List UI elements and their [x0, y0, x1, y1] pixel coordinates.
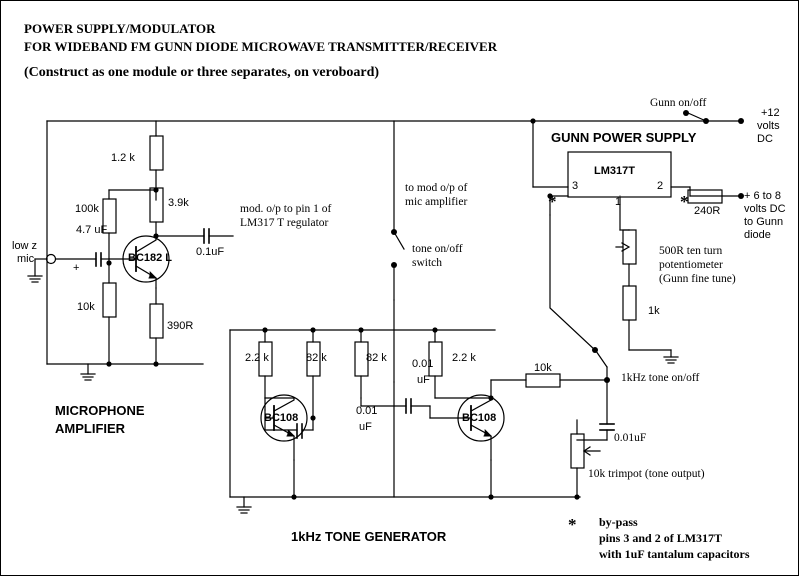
section-tone-generator: 1kHz TONE GENERATOR	[291, 529, 447, 544]
gunn-output-line3: to Gunn	[744, 216, 784, 228]
capacitor-label-0u01-mid-line2: uF	[359, 421, 372, 433]
gunn-on-off-label: Gunn on/off	[650, 97, 707, 109]
resistor-label-10k-tone: 10k	[534, 362, 552, 374]
supply-label-line3: DC	[757, 133, 773, 145]
resistor-label-10k-mic: 10k	[77, 301, 95, 313]
regulator-pin-3: 3	[572, 180, 579, 192]
resistor-label-2k2-left: 2.2 k	[245, 352, 269, 364]
resistor-label-1k-gunn: 1k	[648, 305, 660, 317]
resistor-label-390r: 390R	[167, 320, 194, 332]
pot-label-line2: potentiometer	[659, 259, 723, 271]
resistor-label-100k: 100k	[75, 203, 99, 215]
gunn-output-line1: + 6 to 8	[744, 190, 782, 202]
footnote-line2: pins 3 and 2 of LM317T	[599, 531, 723, 545]
resistor-label-240r: 240R	[694, 205, 721, 217]
resistor-label-1k2: 1.2 k	[111, 152, 135, 164]
supply-label-line1: +12	[761, 107, 780, 119]
bypass-star-left: *	[548, 192, 557, 211]
resistor-label-2k2-right: 2.2 k	[452, 352, 476, 364]
supply-label-line2: volts	[757, 120, 780, 132]
footnote-line1: by-pass	[599, 515, 638, 529]
mod-path-note-line2: mic amplifier	[405, 196, 468, 208]
transistor-label-q2: BC108	[462, 412, 497, 424]
transistor-label-bc182l: BC182 L	[128, 252, 173, 264]
title-line-3: (Construct as one module or three separates, on veroboard)	[24, 65, 380, 80]
gunn-output-line2: volts DC	[744, 203, 786, 215]
mod-output-note-line2: LM317 T regulator	[240, 217, 329, 229]
transistor-label-q1: BC108	[264, 412, 299, 424]
pot-label-line1: 500R ten turn	[659, 245, 723, 257]
resistor-label-82k-right: 82 k	[366, 352, 387, 364]
title-line-2: FOR WIDEBAND FM GUNN DIODE MICROWAVE TRANSMITTER/RECEIVER	[24, 39, 498, 54]
section-mic-amp-line1: MICROPHONE	[55, 403, 145, 418]
footnote-star: *	[568, 515, 577, 534]
pot-label-line3: (Gunn fine tune)	[659, 273, 736, 285]
footnote-line3: with 1uF tantalum capacitors	[599, 547, 750, 561]
capacitor-label-0u01-output: 0.01uF	[614, 432, 647, 444]
bypass-star-right: *	[680, 192, 689, 211]
regulator-pin-1: 1	[615, 196, 622, 208]
tone-switch-note-line2: switch	[412, 257, 443, 269]
gunn-output-line4: diode	[744, 229, 771, 241]
regulator-label-lm317t: LM317T	[594, 165, 635, 177]
capacitor-polarity-plus: +	[73, 262, 80, 274]
tone-switch-note-line1: tone on/off	[412, 243, 463, 255]
regulator-pin-2: 2	[657, 180, 664, 192]
resistor-label-3k9: 3.9k	[168, 197, 189, 209]
capacitor-label-0u01-mid-line1: 0.01	[356, 405, 378, 417]
section-gunn-supply: GUNN POWER SUPPLY	[551, 130, 697, 145]
mod-path-note-line1: to mod o/p of	[405, 182, 468, 194]
resistor-label-82k-left: 82 k	[306, 352, 327, 364]
section-mic-amp-line2: AMPLIFIER	[55, 421, 126, 436]
capacitor-label-0u01-top-line1: 0.01	[412, 358, 434, 370]
title-line-1: POWER SUPPLY/MODULATOR	[24, 21, 216, 36]
trimpot-label: 10k trimpot (tone output)	[588, 468, 705, 480]
capacitor-label-4u7: 4.7 uF	[76, 224, 108, 236]
capacitor-label-0u01-top-line2: uF	[417, 374, 430, 386]
tone-on-off-label: 1kHz tone on/off	[621, 372, 700, 384]
mic-label-line1: low z	[12, 240, 38, 252]
mod-output-note-line1: mod. o/p to pin 1 of	[240, 203, 332, 215]
mic-label-line2: mic	[17, 253, 35, 265]
capacitor-label-0u1: 0.1uF	[196, 246, 225, 258]
